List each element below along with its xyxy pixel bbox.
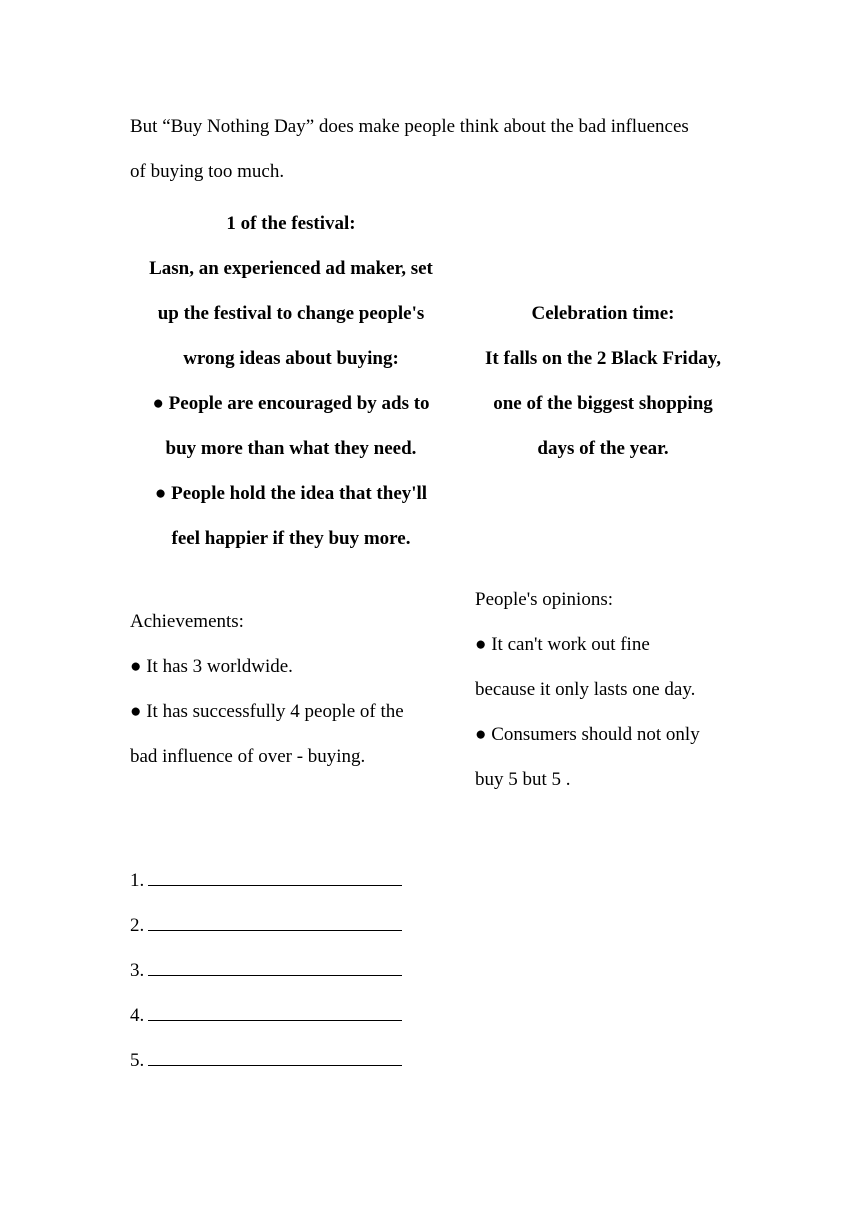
answer-blank[interactable]	[148, 867, 402, 886]
left-box-bullet: ● People hold the idea that they'll	[154, 483, 428, 504]
answer-blank[interactable]	[148, 1047, 402, 1066]
right-box-heading: Celebration time:	[531, 303, 675, 324]
answer-number: 3.	[130, 960, 145, 981]
intro-line-2: of buying too much.	[130, 161, 285, 182]
answer-number: 4.	[130, 1005, 145, 1026]
left-box-line: feel happier if they buy more.	[171, 528, 411, 549]
right-box-line: It falls on the 2 Black Friday,	[485, 348, 721, 369]
opinions-item-cont: because it only lasts one day.	[475, 679, 696, 700]
answer-line-4[interactable]	[130, 1002, 402, 1028]
opinions-heading: People's opinions:	[475, 589, 614, 610]
answer-number: 5.	[130, 1050, 145, 1071]
right-box-line: one of the biggest shopping	[493, 393, 713, 414]
opinions-item-cont: buy 5 but 5 .	[475, 769, 571, 790]
achievements-item: ● It has successfully 4 people of the	[130, 701, 404, 722]
achievements-item-cont: bad influence of over - buying.	[130, 746, 366, 767]
left-box-heading: 1 of the festival:	[226, 213, 356, 234]
opinions-item: ● Consumers should not only	[475, 724, 700, 745]
answer-line-5[interactable]	[130, 1047, 402, 1073]
right-box-line: days of the year.	[537, 438, 669, 459]
answer-line-1[interactable]	[130, 867, 402, 893]
achievements-item: ● It has 3 worldwide.	[130, 656, 293, 677]
answer-blank[interactable]	[148, 1002, 402, 1021]
answer-blank[interactable]	[148, 957, 402, 976]
answer-number: 1.	[130, 870, 145, 891]
answer-line-2[interactable]	[130, 912, 402, 938]
answer-line-3[interactable]	[130, 957, 402, 983]
left-box-line: wrong ideas about buying:	[183, 348, 399, 369]
left-box-bullet: ● People are encouraged by ads to	[152, 393, 430, 414]
achievements-heading: Achievements:	[130, 611, 244, 632]
opinions-item: ● It can't work out fine	[475, 634, 650, 655]
left-box-line: up the festival to change people's	[157, 303, 425, 324]
answer-number: 2.	[130, 915, 145, 936]
left-box-line: Lasn, an experienced ad maker, set	[149, 258, 433, 279]
answer-blank[interactable]	[148, 912, 402, 931]
left-box-line: buy more than what they need.	[165, 438, 417, 459]
intro-line-1: But “Buy Nothing Day” does make people think about the bad influences	[130, 116, 689, 137]
